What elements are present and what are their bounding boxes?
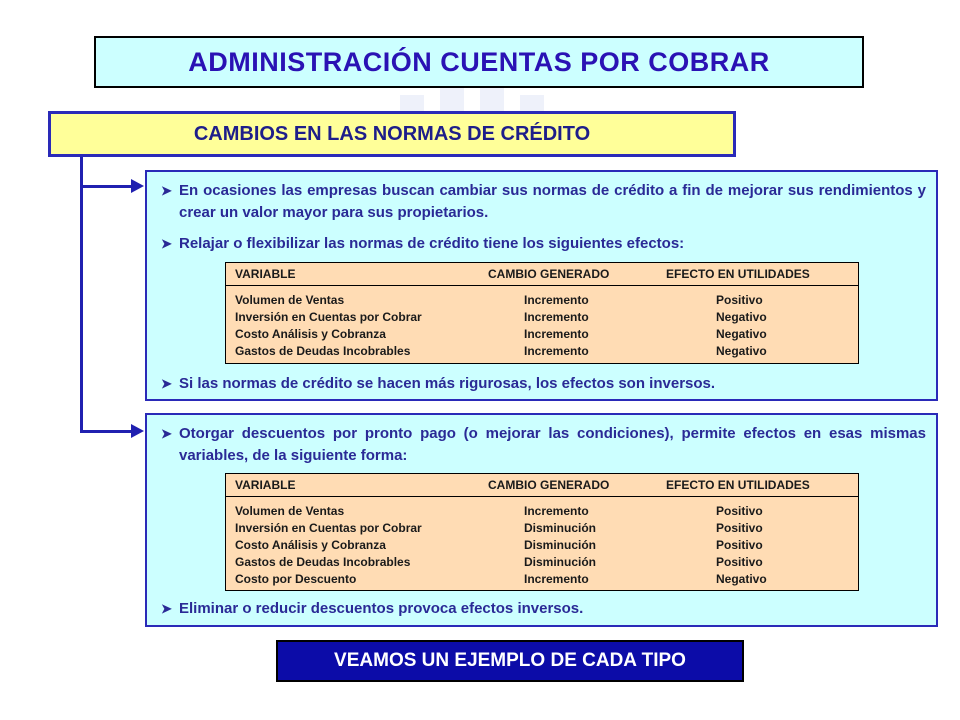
bullet-item: ➤ Relajar o flexibilizar las normas de crédito tiene los siguientes efectos: — [167, 233, 926, 255]
table-row: Gastos de Deudas Incobrables Disminución Positivo — [235, 555, 763, 569]
effects-table — [225, 262, 859, 364]
effects-table — [225, 473, 859, 591]
connector-vertical — [80, 157, 83, 433]
table-row: Costo Análisis y Cobranza Incremento Negativo — [235, 327, 767, 341]
table-row: Costo por Descuento Incremento Negativo — [235, 572, 767, 586]
arrow-right-icon — [131, 424, 144, 438]
table-row: Inversión en Cuentas por Cobrar Incremento Negativo — [235, 310, 767, 324]
example-banner-text: VEAMOS UN EJEMPLO DE CADA TIPO — [334, 650, 686, 671]
page-title: ADMINISTRACIÓN CUENTAS POR COBRAR — [188, 46, 770, 77]
bullet-arrow-icon: ➤ — [161, 183, 172, 198]
table-row: Inversión en Cuentas por Cobrar Disminución Positivo — [235, 521, 763, 535]
table-row: Volumen de Ventas Incremento Positivo — [235, 293, 763, 307]
bullet-arrow-icon: ➤ — [161, 601, 172, 616]
connector-branch-2 — [80, 430, 132, 433]
bullet-item: ➤ Otorgar descuentos por pronto pago (o mejorar las condiciones), permite efectos en esas mismas variables, de la siguiente forma: — [161, 425, 926, 464]
bullet-arrow-icon: ➤ — [161, 236, 172, 251]
bullet-arrow-icon: ➤ — [161, 426, 172, 441]
bullet-item: ➤ Si las normas de crédito se hacen más rigurosas, los efectos son inversos. — [167, 373, 926, 395]
connector-branch-1 — [80, 185, 132, 188]
bullet-item: ➤ En ocasiones las empresas buscan cambiar sus normas de crédito a fin de mejorar sus rendimientos y crear un valor mayor para sus propietarios. — [161, 182, 926, 221]
subtitle-box — [48, 111, 736, 157]
table-row: Costo Análisis y Cobranza Disminución Positivo — [235, 538, 763, 552]
page-subtitle: CAMBIOS EN LAS NORMAS DE CRÉDITO — [193, 122, 591, 145]
credit-standards-panel — [145, 170, 938, 401]
table-header: VARIABLE CAMBIO GENERADO EFECTO EN UTILIDADES — [226, 474, 858, 497]
arrow-right-icon — [131, 179, 144, 193]
table-row: Volumen de Ventas Incremento Positivo — [235, 504, 763, 518]
bullet-arrow-icon: ➤ — [161, 376, 172, 391]
bullet-item: ➤ Eliminar o reducir descuentos provoca efectos inversos. — [167, 598, 926, 620]
table-row: Gastos de Deudas Incobrables Incremento Negativo — [235, 344, 767, 358]
example-banner — [276, 640, 744, 682]
table-header: VARIABLE CAMBIO GENERADO EFECTO EN UTILIDADES — [226, 263, 858, 286]
discounts-panel — [145, 413, 938, 627]
title-box — [94, 36, 864, 88]
